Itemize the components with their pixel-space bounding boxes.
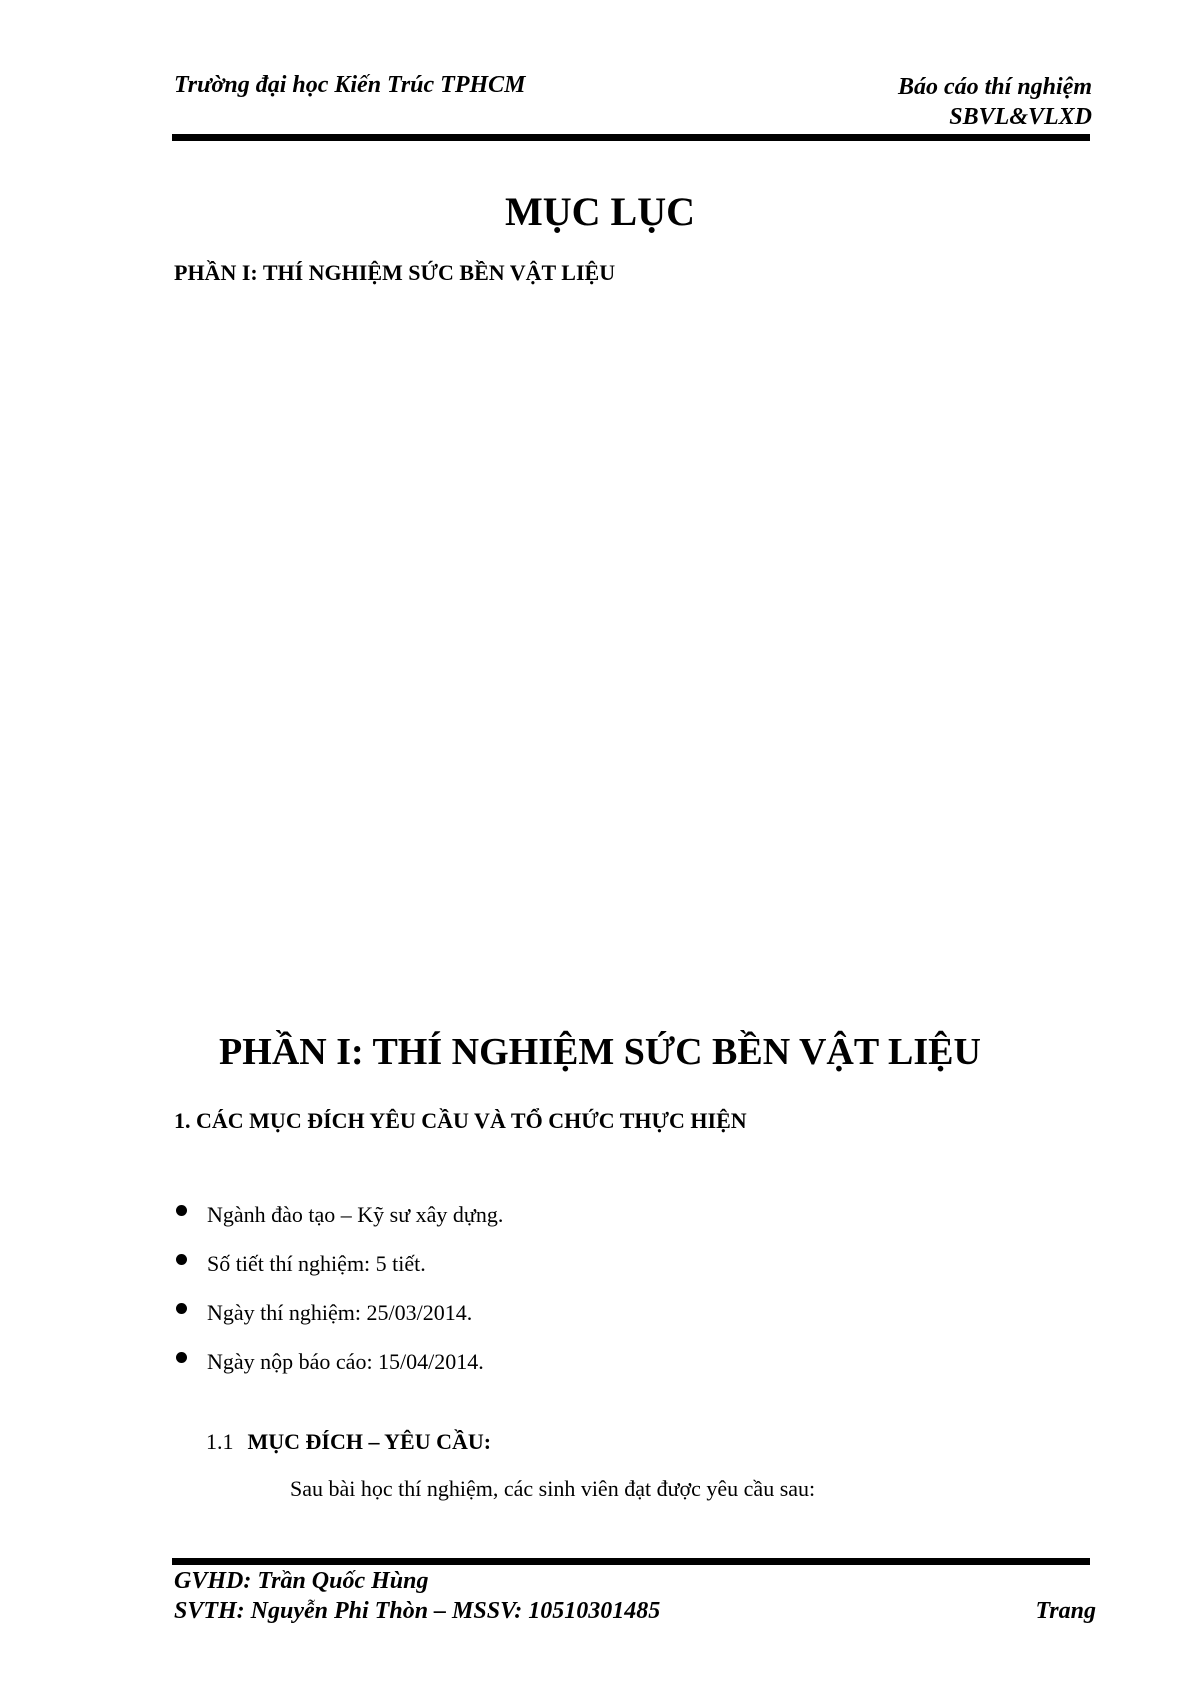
bullet-list — [174, 1190, 503, 1386]
subsection-title: MỤC ĐÍCH – YÊU CẦU: — [247, 1429, 492, 1454]
body-paragraph: Sau bài học thí nghiệm, các sinh viên đạt được yêu cầu sau: — [290, 1476, 816, 1501]
header-school: Trường đại học Kiến Trúc TPHCM — [174, 72, 526, 98]
list-item — [174, 1190, 503, 1239]
list-item-text: Ngành đào tạo – Kỹ sư xây dựng. — [207, 1201, 504, 1227]
section-title: 1. CÁC MỤC ĐÍCH YÊU CẦU VÀ TỔ CHỨC THỰC HIỆN — [174, 1108, 747, 1133]
header-report-line2: SBVL&VLXD — [949, 104, 1092, 130]
subsection-heading — [206, 1429, 491, 1455]
toc-title: MỤC LỤC — [505, 189, 695, 234]
list-item-text: Ngày nộp báo cáo: 15/04/2014. — [207, 1348, 484, 1374]
list-item — [174, 1337, 503, 1386]
bullet-icon — [176, 1254, 187, 1265]
toc-entry-1: PHẦN I: THÍ NGHIỆM SỨC BỀN VẬT LIỆU — [174, 260, 616, 285]
list-item — [174, 1288, 503, 1337]
footer-student: SVTH: Nguyễn Phi Thòn – MSSV: 10510301485 — [174, 1598, 661, 1624]
subsection-number: 1.1 — [206, 1429, 234, 1454]
footer-instructor: GVHD: Trần Quốc Hùng — [174, 1568, 429, 1594]
list-item-text: Số tiết thí nghiệm: 5 tiết. — [207, 1250, 426, 1276]
footer-divider — [172, 1558, 1090, 1565]
header-divider — [172, 134, 1090, 141]
bullet-icon — [176, 1303, 187, 1314]
list-item — [174, 1239, 503, 1288]
bullet-icon — [176, 1205, 187, 1216]
header-report-line1: Báo cáo thí nghiệm — [897, 74, 1092, 100]
bullet-icon — [176, 1352, 187, 1363]
header-report — [898, 72, 1092, 132]
list-item-text: Ngày thí nghiệm: 25/03/2014. — [207, 1299, 473, 1325]
footer-page-label: Trang — [1035, 1598, 1096, 1624]
part-title: PHẦN I: THÍ NGHIỆM SỨC BỀN VẬT LIỆU — [219, 1031, 981, 1073]
